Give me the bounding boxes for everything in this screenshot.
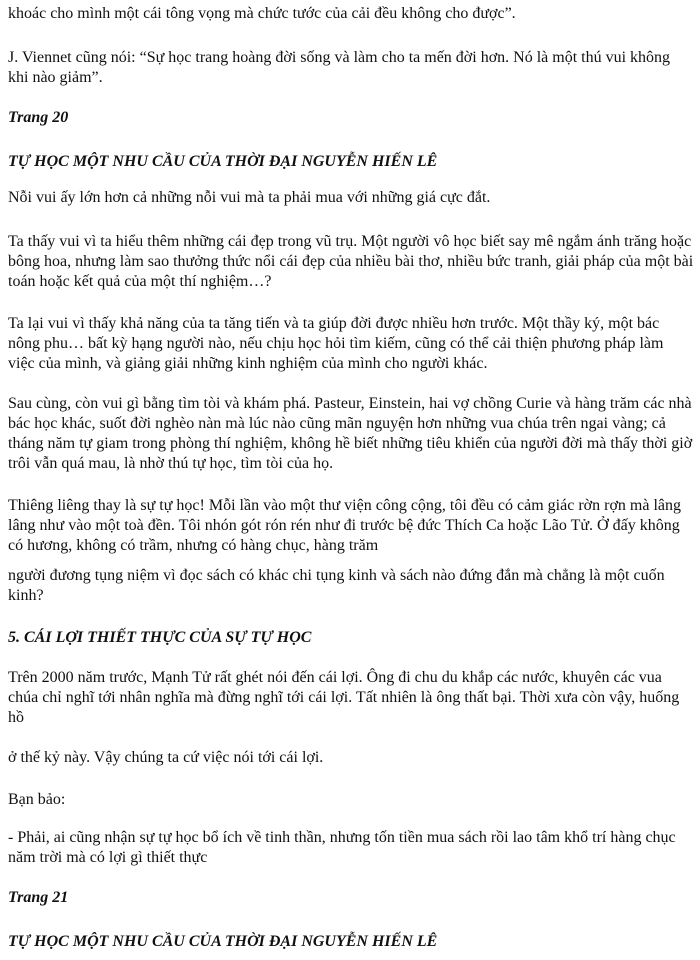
paragraph: ở thế kỷ này. Vậy chúng ta cứ việc nói tới cái lợi.: [8, 749, 324, 766]
running-header: TỰ HỌC MỘT NHU CẦU CỦA THỜI ĐẠI NGUYỄN HIẾN LÊ: [8, 153, 438, 170]
paragraph: Trên 2000 năm trước, Mạnh Tử rất ghét nói đến cái lợi. Ông đi chu du khắp các nước, khuyên các vua chúa chỉ nghĩ tới nhân nghĩa mà đừng nghĩ tới cái lợi. Tất nhiên là ông thất bại. Thời xưa còn vậy, huống hồ: [8, 669, 680, 726]
page-number-heading: Trang 21: [8, 889, 69, 906]
paragraph: J. Viennet cũng nói: “Sự học trang hoàng đời sống và làm cho ta mến đời hơn. Nó là một thú vui không khi nào giảm”.: [8, 49, 671, 86]
paragraph: - Phải, ai cũng nhận sự tự học bổ ích về tinh thần, nhưng tốn tiền mua sách rồi lao tâm khổ trí hàng chục năm trời mà có lợi gì thiết thực: [8, 829, 676, 866]
paragraph: Ta lại vui vì thấy khả năng của ta tăng tiến và ta giúp đời được nhiều hơn trước. Một thầy ký, một bác nông phu… bất kỳ hạng người nào, nếu chịu học hỏi tìm kiếm, cũng có thể cải thiện phương pháp làm việc của mình, và giảng giải những kinh nghiệm của mình cho người khác.: [8, 315, 664, 372]
paragraph: Thiêng liêng thay là sự tự học! Mỗi lần vào một thư viện công cộng, tôi đều có cảm giác rờn rợn mà lâng lâng như vào một toà đền. Tôi nhón gót rón rén như đi trước bệ đức Thích Ca hoặc Lão Tử. Ở đấy không có hương, không có trầm, nhưng có hàng chục, hàng trăm: [8, 497, 681, 554]
paragraph: người đương tụng niệm vì đọc sách có khác chi tụng kinh và sách nào đứng đắn mà chẳng là một cuốn kinh?: [8, 567, 665, 604]
page-number-heading: Trang 20: [8, 109, 69, 126]
paragraph: Ta thấy vui vì ta hiểu thêm những cái đẹp trong vũ trụ. Một người vô học biết say mê ngắm ánh trăng hoặc bông hoa, nhưng làm sao thưởng thức nổi cái đẹp của nhiều bài thơ, nhiều bức tranh, giải pháp của một bài toán hoặc kết quả của một thí nghiệm…?: [8, 233, 694, 290]
paragraph: khoác cho mình một cái tông vọng mà chức tước của cải đều không cho được”.: [8, 5, 516, 22]
section-heading: 5. CÁI LỢI THIẾT THỰC CỦA SỰ TỰ HỌC: [8, 629, 312, 646]
paragraph: Sau cùng, còn vui gì bằng tìm tòi và khám phá. Pasteur, Einstein, hai vợ chồng Curie và hàng trăm các nhà bác học khác, suốt đời nghèo nàn mà lúc nào cũng mãn nguyện hơn những vua chúa trên ngai vàng; cả tháng năm tự giam trong phòng thí nghiệm, không hề biết những tiêu khiển của người đời mà thấy thời giờ trôi vẫn quá mau, là nhờ thú tự học, tìm tòi của họ.: [8, 395, 693, 472]
paragraph: Bạn bảo:: [8, 791, 66, 808]
running-header: TỰ HỌC MỘT NHU CẦU CỦA THỜI ĐẠI NGUYỄN HIẾN LÊ: [8, 933, 438, 950]
paragraph: Nỗi vui ấy lớn hơn cả những nỗi vui mà ta phải mua với những giá cực đắt.: [8, 189, 491, 206]
